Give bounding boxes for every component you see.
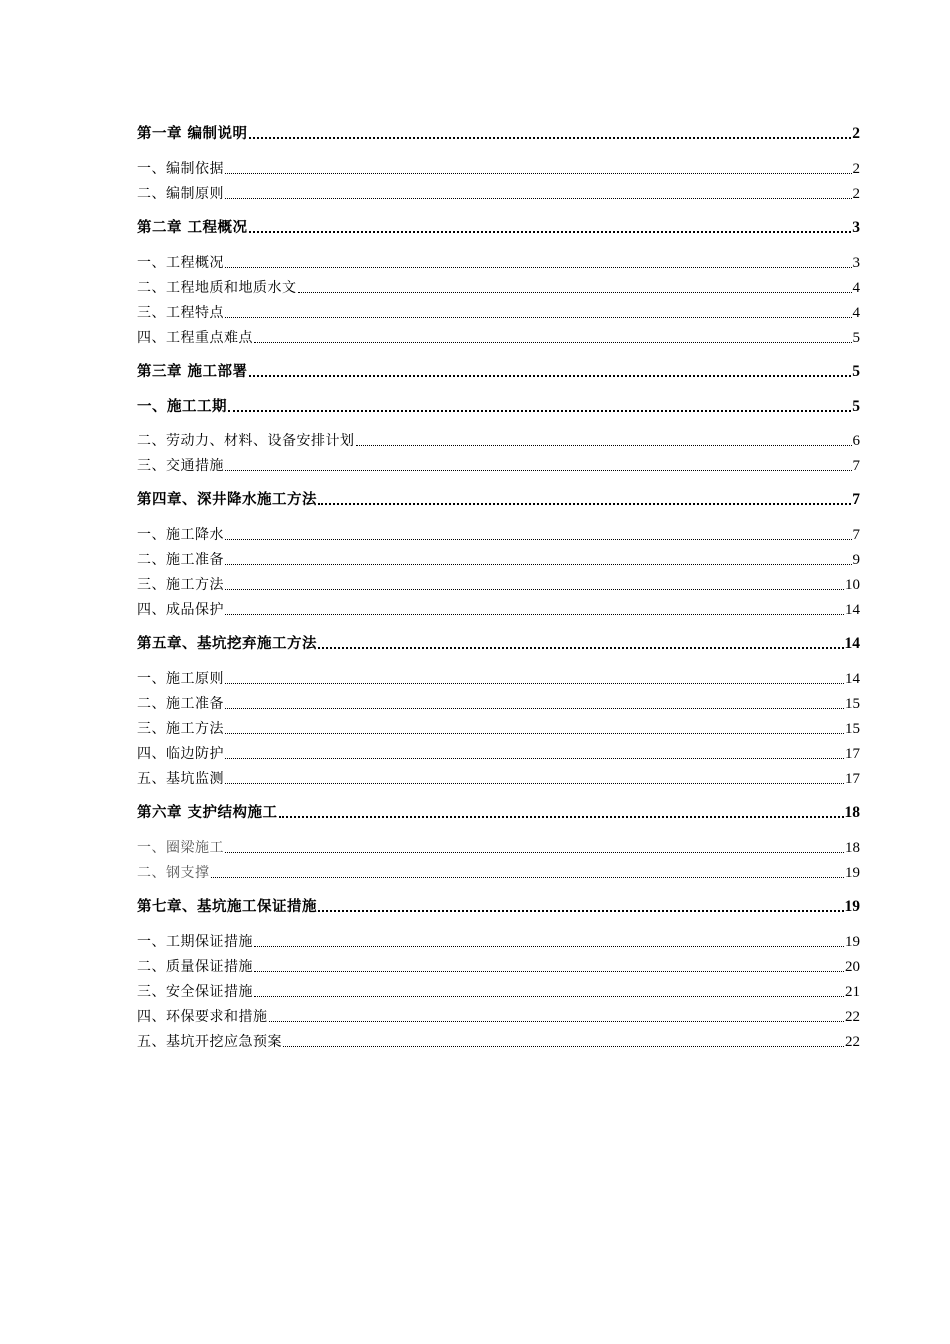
- toc-dot-leader: [254, 341, 852, 343]
- toc-entry-title: 四、工程重点难点: [137, 330, 253, 346]
- toc-entry-title: 一、施工原则: [137, 671, 224, 687]
- toc-chapter-entry[interactable]: [137, 362, 860, 382]
- toc-chapter-entry[interactable]: [137, 124, 860, 144]
- toc-entry-title: 三、施工方法: [137, 577, 224, 593]
- toc-dot-leader: [254, 995, 844, 997]
- toc-dot-leader: [225, 197, 852, 199]
- toc-entry-title: 二、钢支撑: [137, 865, 210, 881]
- toc-entry-title: 二、工程地质和地质水文: [137, 280, 297, 296]
- toc-section-entry[interactable]: [137, 838, 860, 858]
- toc-section-entry[interactable]: [137, 525, 860, 545]
- toc-chapter-entry[interactable]: [137, 397, 860, 417]
- toc-dot-leader: [225, 757, 844, 759]
- toc-section-entry[interactable]: [137, 1007, 860, 1027]
- toc-entry-title: 五、基坑开挖应急预案: [137, 1034, 282, 1050]
- toc-dot-leader: [225, 613, 844, 615]
- toc-dot-leader: [225, 851, 844, 853]
- toc-dot-leader: [225, 682, 844, 684]
- toc-section-entry[interactable]: [137, 303, 860, 323]
- toc-page-number: 2: [852, 125, 860, 142]
- toc-dot-leader: [318, 646, 844, 649]
- toc-entry-title: 一、编制依据: [137, 161, 224, 177]
- toc-dot-leader: [225, 316, 852, 318]
- toc-entry-title: 第三章 施工部署: [137, 363, 248, 380]
- toc-entry-title: 第四章、深井降水施工方法: [137, 491, 317, 508]
- toc-section-entry[interactable]: [137, 431, 860, 451]
- toc-page-number: 20: [845, 959, 860, 975]
- toc-entry-title: 四、环保要求和措施: [137, 1009, 268, 1025]
- toc-page-number: 3: [852, 255, 860, 271]
- toc-dot-leader: [225, 172, 852, 174]
- toc-entry-title: 三、施工方法: [137, 721, 224, 737]
- toc-dot-leader: [249, 136, 852, 139]
- toc-entry-title: 二、质量保证措施: [137, 959, 253, 975]
- toc-dot-leader: [269, 1020, 845, 1022]
- toc-page-number: 3: [852, 219, 860, 236]
- toc-dot-leader: [225, 266, 852, 268]
- toc-page-number: 7: [852, 527, 860, 543]
- toc-entry-title: 第一章 编制说明: [137, 125, 248, 142]
- toc-entry-title: 一、工程概况: [137, 255, 224, 271]
- toc-dot-leader: [225, 563, 852, 565]
- toc-dot-leader: [283, 1045, 844, 1047]
- toc-dot-leader: [225, 469, 852, 471]
- toc-page-number: 22: [845, 1009, 860, 1025]
- toc-chapter-entry[interactable]: [137, 803, 860, 823]
- toc-dot-leader: [225, 782, 844, 784]
- toc-entry-title: 四、成品保护: [137, 602, 224, 618]
- toc-page-number: 4: [852, 305, 860, 321]
- toc-dot-leader: [298, 291, 852, 293]
- toc-section-entry[interactable]: [137, 328, 860, 348]
- toc-dot-leader: [225, 732, 844, 734]
- toc-section-entry[interactable]: [137, 253, 860, 273]
- toc-entry-title: 四、临边防护: [137, 746, 224, 762]
- toc-page-number: 2: [852, 161, 860, 177]
- toc-page-number: 15: [845, 721, 860, 737]
- toc-entry-title: 三、工程特点: [137, 305, 224, 321]
- toc-section-entry[interactable]: [137, 744, 860, 764]
- toc-entry-title: 一、圈梁施工: [137, 840, 224, 856]
- toc-entry-title: 一、施工工期: [137, 398, 227, 415]
- toc-dot-leader: [318, 909, 844, 912]
- toc-dot-leader: [228, 409, 851, 412]
- toc-page-number: 22: [845, 1034, 860, 1050]
- toc-section-entry[interactable]: [137, 982, 860, 1002]
- toc-page-number: 7: [852, 491, 860, 508]
- toc-section-entry[interactable]: [137, 456, 860, 476]
- toc-page-number: 5: [852, 398, 860, 415]
- toc-section-entry[interactable]: [137, 932, 860, 952]
- toc-section-entry[interactable]: [137, 863, 860, 883]
- toc-section-entry[interactable]: [137, 957, 860, 977]
- toc-entry-title: 一、工期保证措施: [137, 934, 253, 950]
- toc-page-number: 9: [852, 552, 860, 568]
- toc-page-number: 6: [852, 433, 860, 449]
- toc-entry-title: 第二章 工程概况: [137, 219, 248, 236]
- toc-dot-leader: [318, 502, 851, 505]
- toc-dot-leader: [249, 230, 852, 233]
- toc-chapter-entry[interactable]: [137, 897, 860, 917]
- toc-page-number: 18: [845, 840, 860, 856]
- toc-dot-leader: [279, 815, 844, 818]
- toc-section-entry[interactable]: [137, 550, 860, 570]
- toc-section-entry[interactable]: [137, 159, 860, 179]
- toc-entry-title: 第五章、基坑挖弃施工方法: [137, 635, 317, 652]
- toc-dot-leader: [225, 707, 844, 709]
- toc-dot-leader: [249, 374, 852, 377]
- toc-chapter-entry[interactable]: [137, 634, 860, 654]
- toc-page-number: 17: [845, 746, 860, 762]
- toc-section-entry[interactable]: [137, 1032, 860, 1052]
- toc-entry-title: 五、基坑监测: [137, 771, 224, 787]
- toc-dot-leader: [356, 444, 852, 446]
- toc-page-number: 14: [845, 671, 860, 687]
- toc-dot-leader: [211, 876, 845, 878]
- toc-page-number: 15: [845, 696, 860, 712]
- toc-page-number: 10: [845, 577, 860, 593]
- toc-page-number: 19: [845, 934, 860, 950]
- toc-page-number: 14: [845, 602, 860, 618]
- toc-page-number: 17: [845, 771, 860, 787]
- toc-page-number: 19: [844, 898, 860, 915]
- toc-page-number: 7: [852, 458, 860, 474]
- toc-entry-title: 第七章、基坑施工保证措施: [137, 898, 317, 915]
- toc-chapter-entry[interactable]: [137, 490, 860, 510]
- toc-section-entry[interactable]: [137, 600, 860, 620]
- toc-section-entry[interactable]: [137, 769, 860, 789]
- toc-entry-title: 第六章 支护结构施工: [137, 804, 278, 821]
- toc-dot-leader: [254, 970, 844, 972]
- toc-page-number: 14: [844, 635, 860, 652]
- toc-entry-title: 二、劳动力、材料、设备安排计划: [137, 433, 355, 449]
- toc-section-entry[interactable]: [137, 278, 860, 298]
- toc-page-number: 2: [852, 186, 860, 202]
- toc-section-entry[interactable]: [137, 719, 860, 739]
- toc-entry-title: 三、交通措施: [137, 458, 224, 474]
- toc-page-number: 5: [852, 330, 860, 346]
- toc-section-entry[interactable]: [137, 694, 860, 714]
- toc-page-number: 21: [845, 984, 860, 1000]
- toc-entry-title: 二、施工准备: [137, 552, 224, 568]
- toc-page-number: 19: [845, 865, 860, 881]
- toc-chapter-entry[interactable]: [137, 218, 860, 238]
- toc-dot-leader: [225, 538, 852, 540]
- toc-entry-title: 二、编制原则: [137, 186, 224, 202]
- toc-entry-title: 一、施工降水: [137, 527, 224, 543]
- toc-dot-leader: [254, 945, 844, 947]
- toc-section-entry[interactable]: [137, 575, 860, 595]
- toc-page-number: 4: [852, 280, 860, 296]
- toc-page-number: 18: [844, 804, 860, 821]
- toc-section-entry[interactable]: [137, 669, 860, 689]
- toc-dot-leader: [225, 588, 844, 590]
- toc-page-number: 5: [852, 363, 860, 380]
- toc-entry-title: 三、安全保证措施: [137, 984, 253, 1000]
- toc-entry-title: 二、施工准备: [137, 696, 224, 712]
- toc-section-entry[interactable]: [137, 184, 860, 204]
